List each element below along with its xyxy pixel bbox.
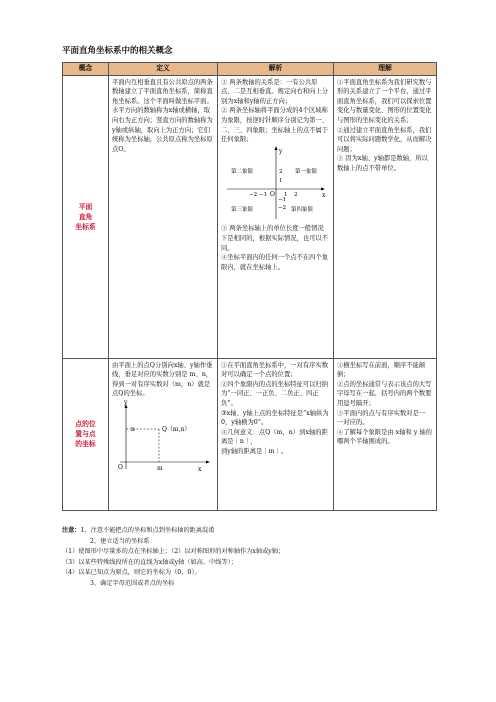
point-q-label: Q（m,n） [162,425,191,433]
header-analysis: 解析 [218,63,334,76]
concept-point-coordinates: 点的位 置与点 的坐标 [63,358,109,510]
x-tick: −1 [259,191,268,198]
note-line-4: （3）以某些特殊线段所在的直线为x轴或y轴（如高、中线等）； [62,558,237,566]
y-tick: 2 [279,168,283,175]
note-line-3: （1）使图形中尽量多的点在坐标轴上；（2）以对称图形的对称轴作为x轴或y轴； [62,548,285,555]
note-label: 注意： [62,527,81,534]
x-axis-label: x [322,191,326,199]
header-definition: 定义 [109,63,218,76]
understanding-coordinate-system: ①平面直角坐标系为我们研究数与形的关系建立了一个平台，通过平面直角坐标系，我们可以探索位置变化与数量变化、图形的位置变化与图形的坐标变化的关系； ②通过建立平面直角坐标系，我们可以将实际问题数学化，从而解决问题； ③ 因为x轴、y轴都是数轴，所以数轴上的点不带单位。 [334,75,437,358]
quadrant-1-label: 第一象限 [295,168,318,175]
analysis-point-coordinates: ①在平面直角坐标系中，一对有序实数对可以确定一个点的位置； ②四个象限内的点的坐标特征可以归纳为“一同正、一正负、二负正、四正负”。 ③x轴、y轴上点的坐标特征是“x轴纵为0，y轴横为0”。 ④几何意义：点Q（m，n）到x轴的距离是｜n｜， 到y轴的距离是｜m｜。 [218,358,334,510]
quadrant-diagram [221,145,329,221]
x-axis-label: x [198,465,202,473]
definition-coordinate-system: 平面内互相垂直且有公共原点的两条数轴建立了平面直角坐标系，简称直角坐标系。这个平面叫做坐标平面。水平方向的数轴称为x轴或横轴，取向右为正方向；竖直方向的数轴称为y轴或纵轴，取向上为正方向；它们统称为坐标轴，公共原点称为坐标原点O。 [109,75,218,358]
concept-table [62,62,437,511]
y-tick: 1 [279,177,283,184]
y-axis-label: y [279,147,283,155]
table-row [63,358,437,510]
x-tick: 1 [284,191,288,198]
table-header-row [63,63,437,76]
note-line-5: （4）以某已知点为原点，则它的坐标为（0，0）。 [62,569,201,576]
note-line-2: 2、建立适当的坐标系 [90,537,150,545]
analysis-coordinate-system [218,75,334,358]
y-tick: −1 [278,196,287,203]
header-concept: 概念 [63,63,109,76]
understanding-point-coordinates: ①横坐标写在前面，顺序不能颠倒； ②点的坐标通常与表示该点的大写字母写在一起，括号内的两个数要用逗号隔开； ③平面内的点与有序实数对是一 一对应的。 ④了解每个象限是由 x轴和 y 轴的哪两个半轴围成的。 [334,358,437,510]
x-tick: 2 [294,191,298,198]
origin-label: O [118,463,123,471]
page-title: 平面直角坐标系中的相关概念 [62,46,173,56]
y-axis-label: y [124,398,128,406]
definition-point-coordinates [109,358,218,510]
quadrant-3-label: 第三象限 [231,206,254,213]
definition-text: 由平面上的点Q分别向x轴、y轴作垂线，垂足对应的实数分别是 m、n，得到一对有序实数对（m，n）就是点Q的坐标。 [112,361,213,398]
note-line-1: 注意：1、注意不能把点的坐标和点到坐标轴的距离混淆 [62,527,215,534]
analysis-text-a: ① 两条数轴的关系是：一有公共原点，二是互相垂直。规定向右和向上分别为x轴和y轴的正方向； ② 两条坐标轴将平面分成的4个区域称为象限，按逆时针顺序分别记为第一、二、三、四象限；坐标轴上的点不属于任何象限； [221,78,329,144]
concept-coordinate-system: 平面 直角 坐标系 [63,75,109,358]
analysis-text-b: ③ 两条坐标轴上的单位长度一般情况下是相同的，根据实际情况，也可以不同。 ④坐标平面内的任何一个点不在四个象限内，就在坐标轴上。 [221,225,329,271]
x-tick: −2 [249,191,258,198]
table-row [63,75,437,358]
origin-label: O [270,190,275,198]
n-label: n [131,425,135,433]
point-coordinate-diagram [112,399,212,473]
note-line-6: 3、确定字母范围或者点的坐标 [90,579,175,587]
notes-section [62,526,284,589]
quadrant-4-label: 第四象限 [291,206,314,213]
m-label: m [157,464,163,472]
quadrant-2-label: 第二象限 [231,168,254,175]
header-understanding: 理解 [334,63,437,76]
y-tick: −2 [278,204,287,211]
